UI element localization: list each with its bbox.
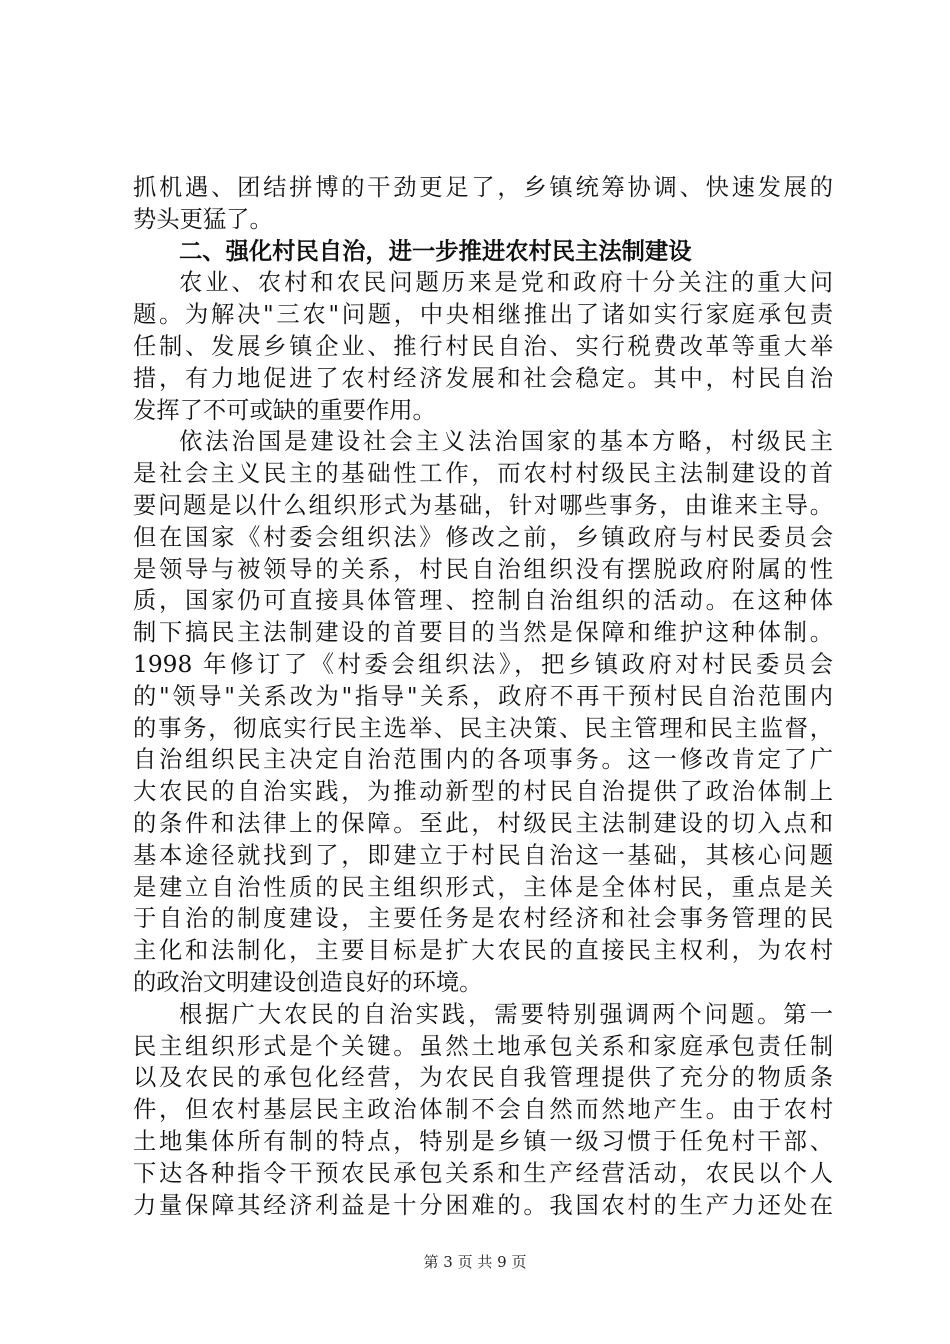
text-line: 的事务，彻底实行民主选举、民主决策、民主管理和民主监督，	[133, 714, 833, 742]
text-line: 于自治的制度建设，主要任务是农村经济和社会事务管理的民	[133, 905, 833, 933]
text-line: 的"领导"关系改为"指导"关系，政府不再干预村民自治范围内	[133, 682, 833, 710]
text-line: 但在国家《村委会组织法》修改之前，乡镇政府与村民委员会	[133, 523, 833, 551]
text-line: 1998 年修订了《村委会组织法》，把乡镇政府对村民委员会	[133, 650, 833, 678]
text-line: 题。为解决"三农"问题，中央相继推出了诸如实行家庭承包责	[133, 301, 833, 329]
text-line: 土地集体所有制的特点，特别是乡镇一级习惯于任免村干部、	[133, 1127, 833, 1155]
text-line: 的条件和法律上的保障。至此，村级民主法制建设的切入点和	[133, 809, 833, 837]
text-line: 是建立自治性质的民主组织形式，主体是全体村民，重点是关	[133, 873, 833, 901]
text-line: 根据广大农民的自治实践，需要特别强调两个问题。第一	[179, 1000, 833, 1028]
text-line: 要问题是以什么组织形式为基础，针对哪些事务，由谁来主导。	[133, 491, 833, 519]
text-line: 自治组织民主决定自治范围内的各项事务。这一修改肯定了广	[133, 746, 833, 774]
text-line: 件，但农村基层民主政治体制不会自然而然地产生。由于农村	[133, 1096, 833, 1124]
text-line: 民主组织形式是个关键。虽然土地承包关系和家庭承包责任制	[133, 1032, 833, 1060]
section-heading: 二、强化村民自治，进一步推进农村民主法制建设	[179, 237, 692, 265]
text-line: 下达各种指令干预农民承包关系和生产经营活动，农民以个人	[133, 1159, 833, 1187]
text-line: 的政治文明建设创造良好的环境。	[133, 968, 483, 996]
text-line: 主化和法制化，主要目标是扩大农民的直接民主权利，为农村	[133, 937, 833, 965]
text-line: 是社会主义民主的基础性工作，而农村村级民主法制建设的首	[133, 460, 833, 488]
text-line: 抓机遇、团结拼博的干劲更足了，乡镇统筹协调、快速发展的	[133, 174, 833, 201]
text-line: 基本途径就找到了，即建立于村民自治这一基础，其核心问题	[133, 841, 833, 869]
text-line: 制下搞民主法制建设的首要目的当然是保障和维护这种体制。	[133, 619, 833, 647]
text-line: 依法治国是建设社会主义法治国家的基本方略，村级民主	[179, 428, 833, 456]
text-line: 农业、农村和农民问题历来是党和政府十分关注的重大问	[179, 269, 833, 297]
text-line: 是领导与被领导的关系，村民自治组织没有摆脱政府附属的性	[133, 555, 833, 583]
text-line: 以及农民的承包化经营，为农民自我管理提供了充分的物质条	[133, 1064, 833, 1092]
text-line: 大农民的自治实践，为推动新型的村民自治提供了政治体制上	[133, 778, 833, 806]
text-line: 任制、发展乡镇企业、推行村民自治、实行税费改革等重大举	[133, 332, 833, 360]
text-line: 发挥了不可或缺的重要作用。	[133, 396, 436, 424]
page-footer: 第 3 页 共 9 页	[423, 1253, 527, 1271]
text-line: 力量保障其经济利益是十分困难的。我国农村的生产力还处在	[133, 1191, 833, 1219]
text-line: 措，有力地促进了农村经济发展和社会稳定。其中，村民自治	[133, 364, 833, 392]
text-line: 势头更猛了。	[133, 205, 273, 233]
document-body	[133, 172, 833, 1221]
text-line: 质，国家仍可直接具体管理、控制自治组织的活动。在这种体	[133, 587, 833, 615]
